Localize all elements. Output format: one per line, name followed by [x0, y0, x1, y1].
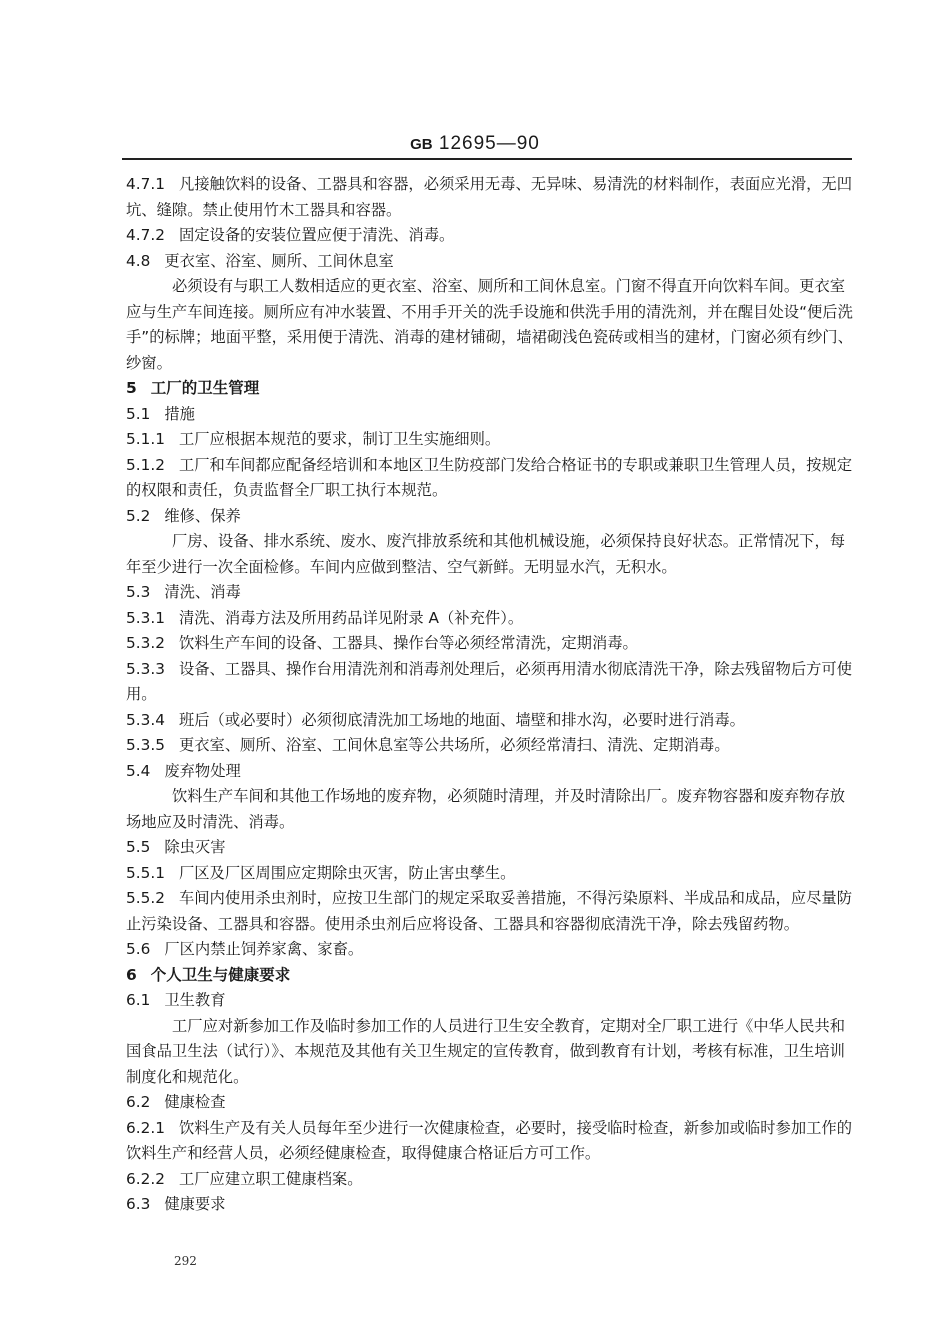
- clause-number: 6.2.1: [126, 1118, 165, 1137]
- clause-number: 5: [126, 379, 137, 397]
- clause: [126, 1167, 854, 1193]
- clause-number: 6: [126, 965, 137, 984]
- clause-text: 健康检查: [164, 1093, 226, 1111]
- clause-number: 5.5.2: [126, 889, 165, 907]
- clause-text: 除虫灭害: [164, 838, 226, 856]
- clause: [126, 249, 854, 275]
- clause-number: 5.6: [126, 940, 151, 958]
- clause-number: 5.5: [126, 838, 151, 856]
- clause-number: 6.1: [126, 991, 151, 1009]
- page-number: 292: [174, 1254, 197, 1268]
- section-heading: [126, 963, 854, 989]
- clause-number: 5.2: [126, 506, 151, 525]
- clause-text: 健康要求: [164, 1195, 226, 1213]
- clause-number: 5.3.3: [126, 659, 165, 678]
- clause: [126, 886, 854, 937]
- clause-text: 厂区及厂区周围应定期除虫灭害，防止害虫孳生。: [178, 863, 516, 882]
- clause-number: 4.7.1: [126, 175, 165, 193]
- clause-text: 更衣室、浴室、厕所、工间休息室: [164, 251, 394, 270]
- clause-text: 更衣室、厕所、浴室、工间休息室等公共场所，必须经常清扫、清洗、定期消毒。: [178, 736, 730, 754]
- clause: [126, 733, 854, 759]
- clause-number: 5.1.1: [126, 430, 165, 448]
- clause: [126, 937, 854, 963]
- clause-number: 5.1: [126, 404, 151, 423]
- clause: [126, 631, 854, 657]
- standard-number: 12695—90: [438, 133, 540, 154]
- clause-number: 5.4: [126, 761, 151, 780]
- clause-text: 措施: [164, 404, 195, 423]
- clause-text: 必须设有与职工人数相适应的更衣室、浴室、厕所和工间休息室。门窗不得直开向饮料车间。更衣室应与生产车间连接。厕所应有冲水装置、不用手开关的洗手设施和供洗手用的清洗剂，并在醒目处设“便后洗手”的标牌；地面平整，采用便于清洗、消毒的建材铺砌，墙裙砌浅色瓷砖或相当的建材，门窗必须有纱门、纱窗。: [126, 277, 853, 372]
- clause: [126, 657, 854, 708]
- clause: [126, 861, 854, 887]
- clause-number: 5.3.1: [126, 608, 165, 627]
- clause-number: 5.5.1: [126, 863, 165, 882]
- paragraph: [126, 784, 854, 835]
- clause-text: 凡接触饮料的设备、工器具和容器，必须采用无毒、无异味、易清洗的材料制作，表面应光滑，无凹坑、缝隙。禁止使用竹木工器具和容器。: [126, 175, 853, 219]
- clause-number: 6.2.2: [126, 1169, 165, 1188]
- clause-number: 5.3.2: [126, 634, 165, 652]
- section-heading: [126, 376, 854, 402]
- clause-text: 个人卫生与健康要求: [150, 965, 291, 984]
- clause-text: 工厂的卫生管理: [150, 379, 260, 397]
- clause: [126, 759, 854, 785]
- clause: [126, 1116, 854, 1167]
- header-rule: [122, 158, 852, 160]
- clause: [126, 1192, 854, 1218]
- clause-number: 6.2: [126, 1093, 151, 1111]
- clause-text: 饮料生产及有关人员每年至少进行一次健康检查，必要时，接受临时检查，新参加或临时参加工作的饮料生产和经营人员，必须经健康检查，取得健康合格证后方可工作。: [126, 1118, 853, 1162]
- clause: [126, 708, 854, 734]
- clause-text: 工厂和车间都应配备经培训和本地区卫生防疫部门发给合格证书的专职或兼职卫生管理人员，按规定的权限和责任，负责监督全厂职工执行本规范。: [126, 455, 853, 499]
- clause: [126, 504, 854, 530]
- paragraph: [126, 1014, 854, 1091]
- clause-number: 4.8: [126, 251, 151, 270]
- paragraph: [126, 274, 854, 376]
- clause-text: 维修、保养: [164, 506, 241, 525]
- clause-text: 工厂应根据本规范的要求，制订卫生实施细则。: [178, 430, 501, 448]
- standard-code: GB: [410, 136, 433, 153]
- paragraph: [126, 529, 854, 580]
- clause-text: 班后（或必要时）必须彻底清洗加工场地的地面、墙壁和排水沟，必要时进行消毒。: [178, 710, 745, 729]
- clause-text: 饮料生产车间的设备、工器具、操作台等必须经常清洗，定期消毒。: [178, 634, 638, 652]
- clause-text: 固定设备的安装位置应便于清洗、消毒。: [178, 226, 455, 244]
- clause-number: 5.3: [126, 583, 151, 601]
- clause: [126, 223, 854, 249]
- clause-number: 5.1.2: [126, 455, 165, 474]
- clause-text: 厂区内禁止饲养家禽、家畜。: [164, 940, 364, 958]
- clause: [126, 606, 854, 632]
- clause: [126, 402, 854, 428]
- clause: [126, 835, 854, 861]
- clause: [126, 1090, 854, 1116]
- clause-text: 清洗、消毒: [164, 583, 241, 601]
- clause-text: 设备、工器具、操作台用清洗剂和消毒剂处理后，必须再用清水彻底清洗干净，除去残留物后方可使用。: [126, 659, 853, 703]
- clause: [126, 453, 854, 504]
- clause-text: 车间内使用杀虫剂时，应按卫生部门的规定采取妥善措施，不得污染原料、半成品和成品，应尽量防止污染设备、工器具和容器。使用杀虫剂后应将设备、工器具和容器彻底清洗干净，除去残留药物。: [126, 889, 853, 933]
- clause-number: 5.3.5: [126, 736, 165, 754]
- clause-number: 4.7.2: [126, 226, 165, 244]
- clause-text: 工厂应对新参加工作及临时参加工作的人员进行卫生安全教育，定期对全厂职工进行《中华人民共和国食品卫生法（试行）》、本规范及其他有关卫生规定的宣传教育，做到教育有计划，考核有标准，卫生培训制度化和规范化。: [126, 1016, 846, 1086]
- clause: [126, 427, 854, 453]
- clause-number: 5.3.4: [126, 710, 165, 729]
- clause-text: 饮料生产车间和其他工作场地的废弃物，必须随时清理，并及时清除出厂。废弃物容器和废弃物存放场地应及时清洗、消毒。: [126, 787, 846, 831]
- clause-text: 清洗、消毒方法及所用药品详见附录 A（补充件）。: [178, 608, 524, 627]
- clause: [126, 988, 854, 1014]
- document-body: [126, 172, 854, 1218]
- clause-number: 6.3: [126, 1195, 151, 1213]
- clause-text: 卫生教育: [164, 991, 226, 1009]
- clause: [126, 580, 854, 606]
- clause-text: 厂房、设备、排水系统、废水、废汽排放系统和其他机械设施，必须保持良好状态。正常情况下，每年至少进行一次全面检修。车间内应做到整洁、空气新鲜。无明显水汽，无积水。: [126, 532, 846, 576]
- clause-text: 废弃物处理: [164, 761, 241, 780]
- clause-text: 工厂应建立职工健康档案。: [178, 1169, 363, 1188]
- clause: [126, 172, 854, 223]
- page-header: [0, 133, 950, 155]
